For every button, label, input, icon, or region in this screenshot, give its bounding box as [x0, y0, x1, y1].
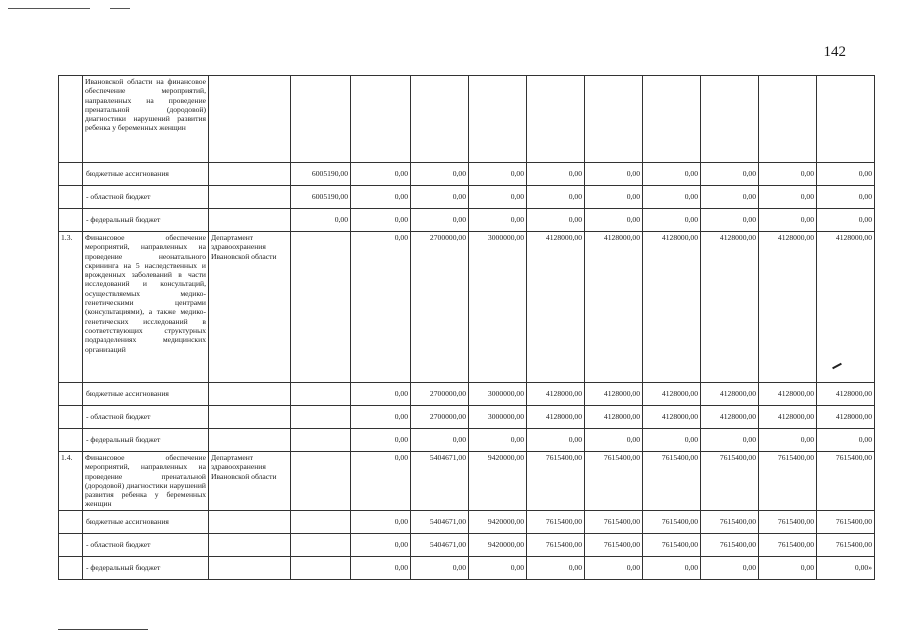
item-number-cell — [59, 163, 83, 186]
table-row-subtotal — [59, 383, 875, 406]
responsible-cell — [209, 556, 291, 579]
amount-cell: 0,00 — [643, 186, 701, 209]
amount-cell: 0,00 — [585, 163, 643, 186]
amount-cell — [291, 452, 351, 511]
amount-cell: 4128000,00 — [817, 406, 875, 429]
table-row-item — [59, 452, 875, 511]
amount-cell: 7615400,00 — [701, 533, 759, 556]
amount-cell: 0,00 — [759, 163, 817, 186]
amount-cell: 2700000,00 — [411, 232, 469, 383]
amount-cell — [291, 76, 351, 163]
table-row-subtotal — [59, 406, 875, 429]
amount-cell: 0,00 — [291, 209, 351, 232]
amount-cell: 0,00 — [351, 406, 411, 429]
table-row-subtotal — [59, 556, 875, 579]
amount-cell: 7615400,00 — [701, 510, 759, 533]
amount-cell: 0,00 — [643, 163, 701, 186]
table-body — [59, 76, 875, 580]
item-name-cell: - областной бюджет — [83, 533, 209, 556]
amount-cell — [291, 429, 351, 452]
amount-cell: 4128000,00 — [701, 232, 759, 383]
responsible-cell — [209, 76, 291, 163]
amount-cell — [351, 76, 411, 163]
budget-table — [58, 75, 875, 580]
amount-cell: 4128000,00 — [759, 383, 817, 406]
amount-cell — [643, 76, 701, 163]
item-number-cell: 1.4. — [59, 452, 83, 511]
amount-cell: 4128000,00 — [527, 406, 585, 429]
amount-cell: 0,00 — [527, 209, 585, 232]
amount-cell: 4128000,00 — [817, 232, 875, 383]
responsible-cell — [209, 406, 291, 429]
amount-cell: 4128000,00 — [643, 232, 701, 383]
amount-cell: 0,00 — [643, 556, 701, 579]
table-row-subtotal — [59, 510, 875, 533]
amount-cell: 0,00 — [585, 429, 643, 452]
amount-cell: 2700000,00 — [411, 383, 469, 406]
amount-cell: 0,00 — [585, 186, 643, 209]
amount-cell: 0,00 — [701, 556, 759, 579]
amount-cell: 7615400,00 — [817, 510, 875, 533]
amount-cell: 7615400,00 — [527, 533, 585, 556]
amount-cell — [527, 76, 585, 163]
table-row-item — [59, 232, 875, 383]
amount-cell: 5404671,00 — [411, 452, 469, 511]
item-number-cell — [59, 406, 83, 429]
amount-cell: 0,00 — [469, 556, 527, 579]
item-number-cell — [59, 383, 83, 406]
top-rule-right — [110, 8, 130, 9]
amount-cell: 7615400,00 — [527, 510, 585, 533]
amount-cell — [291, 556, 351, 579]
amount-cell: 0,00 — [585, 209, 643, 232]
amount-cell: 4128000,00 — [585, 383, 643, 406]
responsible-cell — [209, 383, 291, 406]
amount-cell: 4128000,00 — [759, 406, 817, 429]
item-number-cell — [59, 429, 83, 452]
amount-cell: 0,00 — [469, 163, 527, 186]
amount-cell: 7615400,00 — [643, 452, 701, 511]
amount-cell: 0,00 — [701, 429, 759, 452]
item-name-cell: - федеральный бюджет — [83, 209, 209, 232]
amount-cell: 0,00 — [351, 163, 411, 186]
amount-cell: 0,00 — [527, 163, 585, 186]
amount-cell: 0,00 — [527, 186, 585, 209]
amount-cell: 0,00 — [817, 163, 875, 186]
item-name-cell: - областной бюджет — [83, 406, 209, 429]
amount-cell: 0,00 — [701, 209, 759, 232]
amount-cell: 7615400,00 — [585, 533, 643, 556]
responsible-cell — [209, 533, 291, 556]
amount-cell: 0,00 — [817, 209, 875, 232]
amount-cell: 0,00 — [817, 429, 875, 452]
item-name-cell: бюджетные ассигнования — [83, 163, 209, 186]
amount-cell: 7615400,00 — [701, 452, 759, 511]
amount-cell: 0,00 — [469, 209, 527, 232]
responsible-cell — [209, 429, 291, 452]
amount-cell: 4128000,00 — [643, 406, 701, 429]
amount-cell: 4128000,00 — [527, 232, 585, 383]
item-number-cell — [59, 76, 83, 163]
amount-cell: 0,00 — [411, 209, 469, 232]
amount-cell: 0,00 — [351, 232, 411, 383]
item-name-cell: Финансовое обеспечение мероприятий, направленных на проведение пренатальной (дородовой) диагностики нарушений развития ребенка у беременных женщин — [83, 452, 209, 511]
amount-cell — [817, 76, 875, 163]
responsible-cell: Департамент здравоохранения Ивановской области — [209, 232, 291, 383]
amount-cell: 0,00 — [759, 556, 817, 579]
responsible-cell: Департамент здравоохранения Ивановской области — [209, 452, 291, 511]
amount-cell: 4128000,00 — [585, 406, 643, 429]
amount-cell: 0,00 — [351, 452, 411, 511]
amount-cell — [291, 533, 351, 556]
item-number-cell: 1.3. — [59, 232, 83, 383]
item-number-cell — [59, 510, 83, 533]
amount-cell: 0,00 — [351, 510, 411, 533]
amount-cell: 4128000,00 — [759, 232, 817, 383]
responsible-cell — [209, 163, 291, 186]
amount-cell: 7615400,00 — [643, 533, 701, 556]
item-name-cell: Финансовое обеспечение мероприятий, направленных на проведение неонатального скрининга на 5 наследственных и врожденных заболеваний в части исследований и консультаций, осуществляемых медико-генетическими центрами (консультациями), а также медико-генетических исследований в соответствующих структурных подразделениях медицинских организаций — [83, 232, 209, 383]
amount-cell: 0,00 — [351, 533, 411, 556]
amount-cell — [759, 76, 817, 163]
amount-cell: 6005190,00 — [291, 186, 351, 209]
amount-cell: 0,00 — [351, 209, 411, 232]
table-row-subtotal — [59, 163, 875, 186]
amount-cell: 7615400,00 — [759, 533, 817, 556]
amount-cell: 0,00 — [527, 429, 585, 452]
amount-cell: 5404671,00 — [411, 510, 469, 533]
amount-cell: 0,00 — [585, 556, 643, 579]
amount-cell: 7615400,00 — [527, 452, 585, 511]
amount-cell: 6005190,00 — [291, 163, 351, 186]
amount-cell — [411, 76, 469, 163]
responsible-cell — [209, 510, 291, 533]
amount-cell: 0,00 — [759, 429, 817, 452]
item-name-cell: Ивановской области на финансовое обеспечение мероприятий, направленных на проведение пренатальной (дородовой) диагностики нарушений развития ребенка у беременных женщин — [83, 76, 209, 163]
amount-cell: 0,00 — [351, 186, 411, 209]
amount-cell: 0,00 — [527, 556, 585, 579]
item-number-cell — [59, 556, 83, 579]
item-name-cell: - федеральный бюджет — [83, 556, 209, 579]
responsible-cell — [209, 186, 291, 209]
amount-cell — [291, 406, 351, 429]
item-name-cell: - областной бюджет — [83, 186, 209, 209]
amount-cell: 0,00 — [411, 186, 469, 209]
bottom-rule — [58, 629, 148, 630]
amount-cell: 0,00 — [759, 209, 817, 232]
amount-cell — [291, 383, 351, 406]
amount-cell — [585, 76, 643, 163]
amount-cell: 2700000,00 — [411, 406, 469, 429]
amount-cell: 7615400,00 — [585, 510, 643, 533]
amount-cell: 4128000,00 — [701, 406, 759, 429]
amount-cell: 4128000,00 — [527, 383, 585, 406]
item-number-cell — [59, 533, 83, 556]
table-row-subtotal — [59, 429, 875, 452]
amount-cell: 3000000,00 — [469, 406, 527, 429]
amount-cell: 0,00 — [643, 429, 701, 452]
amount-cell: 9420000,00 — [469, 452, 527, 511]
amount-cell: 4128000,00 — [817, 383, 875, 406]
amount-cell: 0,00 — [469, 186, 527, 209]
table-row-subtotal — [59, 533, 875, 556]
amount-cell: 9420000,00 — [469, 533, 527, 556]
amount-cell: 0,00 — [701, 186, 759, 209]
amount-cell: 4128000,00 — [643, 383, 701, 406]
amount-cell: 0,00» — [817, 556, 875, 579]
amount-cell: 7615400,00 — [643, 510, 701, 533]
item-name-cell: бюджетные ассигнования — [83, 383, 209, 406]
amount-cell — [291, 510, 351, 533]
amount-cell: 0,00 — [411, 429, 469, 452]
amount-cell: 7615400,00 — [759, 452, 817, 511]
amount-cell: 4128000,00 — [701, 383, 759, 406]
amount-cell: 0,00 — [351, 383, 411, 406]
amount-cell: 0,00 — [411, 556, 469, 579]
amount-cell: 0,00 — [351, 429, 411, 452]
amount-cell: 0,00 — [351, 556, 411, 579]
amount-cell: 5404671,00 — [411, 533, 469, 556]
amount-cell — [469, 76, 527, 163]
amount-cell: 7615400,00 — [585, 452, 643, 511]
amount-cell: 9420000,00 — [469, 510, 527, 533]
amount-cell — [701, 76, 759, 163]
responsible-cell — [209, 209, 291, 232]
item-number-cell — [59, 186, 83, 209]
top-rule-left — [8, 8, 90, 9]
amount-cell: 0,00 — [411, 163, 469, 186]
amount-cell: 0,00 — [701, 163, 759, 186]
item-number-cell — [59, 209, 83, 232]
amount-cell: 7615400,00 — [817, 533, 875, 556]
page-number: 142 — [823, 44, 846, 60]
amount-cell: 7615400,00 — [817, 452, 875, 511]
amount-cell: 0,00 — [643, 209, 701, 232]
table-row-subtotal — [59, 186, 875, 209]
amount-cell: 0,00 — [759, 186, 817, 209]
table-row-subtotal — [59, 209, 875, 232]
item-name-cell: - федеральный бюджет — [83, 429, 209, 452]
item-name-cell: бюджетные ассигнования — [83, 510, 209, 533]
amount-cell: 7615400,00 — [759, 510, 817, 533]
amount-cell: 0,00 — [469, 429, 527, 452]
amount-cell: 0,00 — [817, 186, 875, 209]
amount-cell: 3000000,00 — [469, 383, 527, 406]
amount-cell: 4128000,00 — [585, 232, 643, 383]
table-row-item — [59, 76, 875, 163]
amount-cell: 3000000,00 — [469, 232, 527, 383]
amount-cell — [291, 232, 351, 383]
